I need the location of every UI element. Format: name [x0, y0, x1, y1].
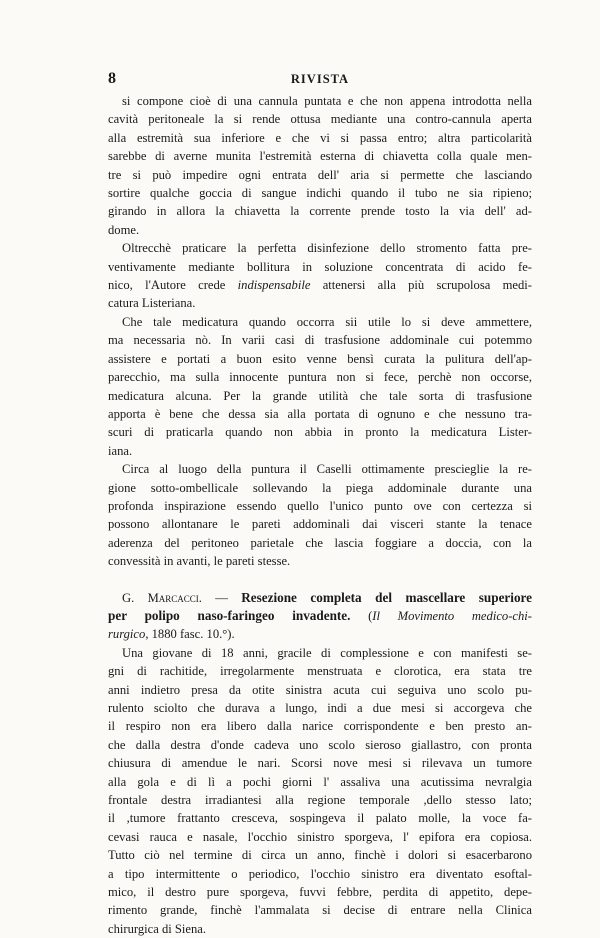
article-source-journal-a: Il Movimento medico-chi-: [372, 608, 532, 623]
article-heading: [108, 589, 532, 644]
text-line: a tipo intermittente o periodico, l'occhio sinistro era diventato esoftal-: [108, 866, 532, 881]
text-line: gni di rachitide, irregolarmente menstruata e clorotica, era stata tre: [108, 664, 532, 679]
text-line: mico, il destro pure sporgeva, fuvvi febbre, perdita di appetito, depe-: [108, 885, 532, 900]
text-line: Che tale medicatura quando occorra sii utile lo si deve ammettere,: [122, 314, 532, 329]
article-title-part-2: per polipo naso-faringeo invadente.: [108, 607, 351, 623]
text-line: catura Listeriana.: [108, 296, 196, 311]
text-line: convessità in avanti, le pareti stesse.: [108, 554, 291, 569]
article-title-part-1: Resezione completa del mascellare superiore: [241, 589, 532, 605]
text-line: aderenza del peritoneo parietale che lascia foggiare a doccia, con la: [108, 535, 532, 550]
text-line: sarebbe di averne munita l'estremità esterna di chiavetta colla quale men-: [108, 149, 532, 164]
text-line: rulento sciolto che durava a lungo, indi a due mesi si accorgeva che: [108, 701, 532, 715]
text-line: rimento grande, finchè l'ammalata si decise di entrare nella Clinica: [108, 903, 532, 918]
text-line: ma necessaria nò. In varii casi di trasfusione addominale cui potemmo: [108, 333, 532, 348]
body-text-block-2: [108, 644, 532, 938]
paragraph-p1: [108, 92, 532, 239]
article-heading-line-3: [108, 625, 532, 643]
article-heading-line-2: [108, 607, 532, 625]
text-line: parecchio, ma sulla innocente puntura non si fece, perchè non occorse,: [108, 370, 532, 385]
text-line: chiusura di amendue le nari. Scorsi nove mesi si rilevava un tumore: [108, 756, 532, 771]
text-line: Una giovane di 18 anni, gracile di complessione e con manifesti se-: [122, 645, 532, 660]
paragraph-p5: [108, 644, 532, 938]
article-heading-line-1: [108, 589, 532, 607]
text-line: medicatura alcuna. Per la grande utilità che tale sorta di trasfusione: [108, 388, 532, 403]
text-line: Circa al luogo della puntura il Caselli ottimamente prescieglie la re-: [122, 462, 532, 477]
text-line: chirurgica di Siena.: [108, 921, 207, 936]
section-gap: [108, 571, 532, 589]
text-line: profonda inspirazione essendo quello l'unico punto ove con certezza si: [108, 498, 532, 513]
text-line: anni indietro presa da otite sinistra acuta cui seguiva uno scolo pu-: [108, 682, 532, 697]
text-line: si compone cioè di una cannula puntata e che non appena introdotta nella: [122, 94, 532, 108]
text-line: alla estremità sua inferiore e che vi si passa entro; altra particolarità: [108, 130, 532, 145]
text-line: nico, l'Autore crede indispensabile attenersi alla più scrupolosa medi-: [108, 278, 532, 293]
text-line: scuri di praticarla quando non abbia in pronto la medicatura Lister-: [108, 425, 532, 440]
text-line: cavità peritoneale la si rende ottusa mediante una contro-cannula aperta: [108, 112, 532, 127]
body-text-block-1: [108, 92, 532, 571]
paragraph-p4: [108, 460, 532, 570]
text-line: girando in allora la chiavetta la corrente prende tosto la via dell' ad-: [108, 204, 532, 219]
text-line: assistere e portati a buon esito venne bensì curata la pulitura dell'ap-: [108, 351, 532, 366]
article-source-open: (: [350, 608, 373, 623]
text-line: tre si può impedire ogni entrata dell' aria si permette che lasciando: [108, 167, 532, 182]
text-line: frontale destra irradiantesi alla regione temporale ,dello stesso lato;: [108, 793, 532, 808]
text-line: Tutto ciò nel termine di circa un anno, finchè i dolori si esacerbarono: [108, 848, 532, 863]
document-page: [108, 70, 532, 938]
page-number: 8: [108, 70, 116, 87]
text-line: il respiro non era libero dalla narice corrispondente e ben presto an-: [108, 719, 532, 734]
text-line: cevasi rauca e nasale, l'occhio sinistro sporgeva, l' epifora era copiosa.: [108, 829, 532, 844]
emphasis: indispensabile: [237, 278, 311, 293]
article-source-tail: , 1880 fasc. 10.°).: [145, 627, 235, 642]
text-line: dome.: [108, 222, 140, 237]
page-header: [108, 70, 532, 92]
text-line: il ,tumore frattanto cresceva, sospingeva il palato molle, la voce fa-: [108, 811, 532, 826]
article-author: G. Marcacci.: [122, 590, 202, 605]
text-line: sortire qualche goccia di sangue indichi quando il tubo ne sia ripieno;: [108, 186, 532, 201]
text-line: possono allontanare le pareti addominali dai visceri stante la tenace: [108, 517, 532, 532]
text-line: apporta è bene che dessa sia alla portata di ognuno e che nessuno tra-: [108, 406, 532, 421]
text-line: gione sotto-ombellicale sollevando la piega addominale durante una: [108, 480, 532, 495]
paragraph-p2: [108, 239, 532, 313]
article-source-journal-b: rurgico: [108, 627, 146, 642]
running-head: RIVISTA: [290, 72, 350, 86]
text-line: alla gola e di lì a pochi giorni l' assaliva una acutissima nevralgia: [108, 774, 532, 789]
paragraph-p3: [108, 313, 532, 460]
text-line: Oltrecchè praticare la perfetta disinfezione dello stromento fatta pre-: [122, 241, 532, 256]
text-line: che dalla destra d'onde cadeva uno scolo sieroso giallastro, con pronta: [108, 737, 532, 752]
article-dash: —: [201, 590, 242, 605]
text-line: iana.: [108, 443, 133, 458]
text-line: ventivamente mediante bollitura in soluzione concentrata di acido fe-: [108, 259, 532, 274]
